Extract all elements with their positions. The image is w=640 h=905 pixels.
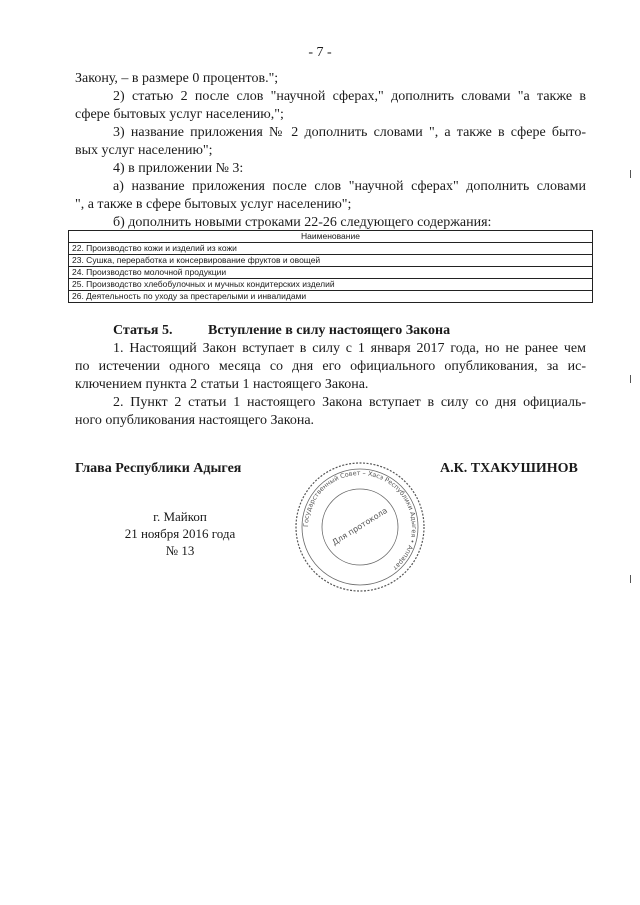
table-row: 23. Сушка, переработка и консервирование фруктов и овощей (69, 255, 593, 267)
text-line: ", а также в сфере бытовых услуг населению"; (75, 197, 352, 212)
text-line: 2) статью 2 после слов "научной сферах," дополнить словами "а также в (113, 89, 586, 104)
text-line: 4) в приложении № 3: (113, 161, 244, 176)
table-header: Наименование (69, 231, 593, 243)
amendment-text (75, 70, 586, 232)
text-line: б) дополнить новыми строками 22-26 следующего содержания: (113, 215, 492, 230)
article-5 (75, 322, 586, 430)
table-row: 22. Производство кожи и изделий из кожи (69, 243, 593, 255)
stamp-center-text: Для протокола (330, 506, 389, 548)
page-number: - 7 - (308, 45, 332, 60)
scan-mark (630, 375, 631, 383)
text-line: вых услуг населению"; (75, 143, 213, 158)
date: 21 ноября 2016 года (124, 526, 236, 541)
text-line: 2. Пункт 2 статьи 1 настоящего Закона вступает в силу со дня официаль- (113, 395, 586, 410)
law-number: № 13 (165, 543, 195, 558)
text-line: ного опубликования настоящего Закона. (75, 413, 315, 428)
city: г. Майкоп (153, 509, 207, 524)
place-and-date (120, 508, 240, 559)
signer-title: Глава Республики Адыгея (75, 461, 242, 476)
table-row: 24. Производство молочной продукции (69, 267, 593, 279)
text-line: ключением пункта 2 статьи 1 настоящего Закона. (75, 377, 369, 392)
text-line: а) название приложения после слов "научной сферах" дополнить словами (113, 179, 586, 194)
scan-mark (630, 170, 631, 178)
table-row: 26. Деятельность по уходу за престарелыми и инвалидами (69, 291, 593, 303)
table-row: 25. Производство хлебобулочных и мучных кондитерских изделий (69, 279, 593, 291)
article-number: Статья 5. (113, 323, 173, 338)
text-line: 1. Настоящий Закон вступает в силу с 1 января 2017 года, но не ранее чем (113, 341, 586, 356)
article-title: Вступление в силу настоящего Закона (208, 323, 451, 338)
text-line: сфере бытовых услуг населению,"; (75, 107, 284, 122)
round-stamp (290, 457, 430, 597)
signer-name: А.К. ТХАКУШИНОВ (440, 461, 578, 476)
article-heading (75, 322, 586, 340)
scan-mark (630, 575, 631, 583)
activities-table (68, 230, 593, 303)
text-line: Закону, – в размере 0 процентов."; (75, 71, 279, 86)
text-line: 3) название приложения № 2 дополнить словами ", а также в сфере быто- (113, 125, 586, 140)
stamp-ring-text: Государственный Совет – Хасэ Республики Адыгея • Аппарат (301, 468, 419, 573)
text-line: по истечении одного месяца со дня его официального опубликования, за ис- (75, 359, 586, 374)
